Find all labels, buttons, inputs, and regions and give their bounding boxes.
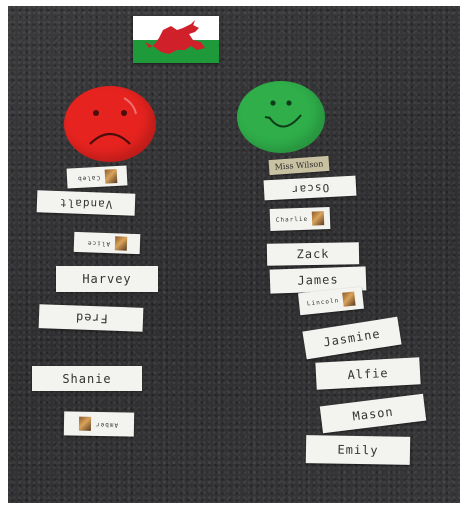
name-card: Shanie [32,366,142,391]
child-photo [312,211,324,225]
name-card: Caleb [67,165,128,188]
child-photo [114,236,126,250]
happy-face [237,81,325,153]
sad-face [64,86,156,162]
name-card: Amber [64,411,134,436]
name-card: James [270,266,367,293]
name-card: Charlie [270,207,331,231]
name-card: Harvey [56,266,158,292]
name-card: Vandalt [37,190,136,215]
teacher-name-tag: Miss Wilson [269,156,330,175]
name-card: Jasmine [302,317,401,360]
name-card: Oscar [264,176,357,201]
child-photo [104,169,117,184]
name-card: Lincoln [298,287,364,316]
name-card: Mason [320,394,427,433]
welsh-flag-image [133,16,219,63]
name-card: Fred [39,304,144,332]
name-card: Alice [74,232,141,254]
name-card: Emily [306,435,410,465]
name-card: Alfie [315,357,420,389]
child-photo [342,292,355,307]
child-photo [79,417,91,431]
carpet-background [8,6,460,503]
name-card: Zack [267,242,359,266]
